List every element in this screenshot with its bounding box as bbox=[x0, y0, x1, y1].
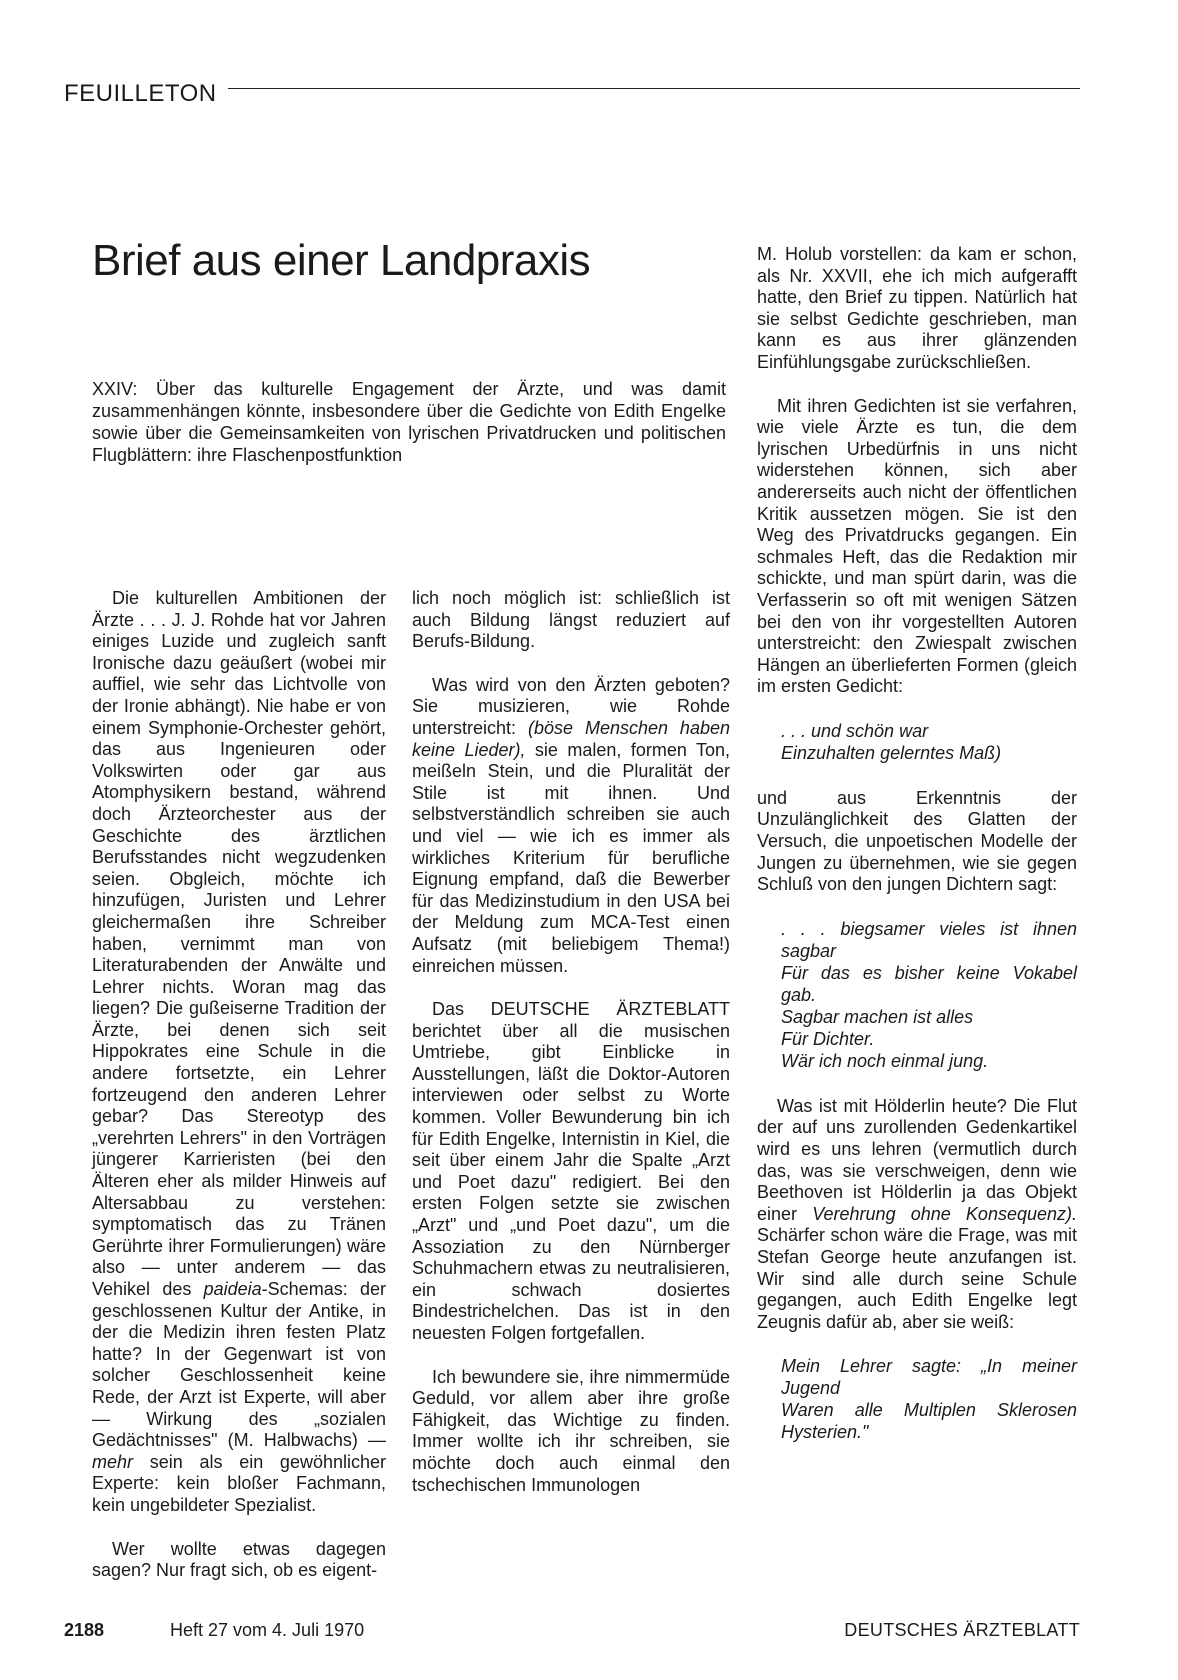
article-subtitle: XXIV: Über das kulturelle Engagement der Ärzte, und was damit zusammenhängen könnte, insbesondere über die Gedichte von Edith Engelke sowie über die Gemeinsamkeiten von lyrischen Privatdrucken und politischen Flugblättern: ihre Flaschenpostfunktion bbox=[92, 379, 726, 465]
column-1 bbox=[92, 588, 386, 1582]
journal-name: DEUTSCHES ÄRZTEBLATT bbox=[844, 1620, 1080, 1640]
poem-line: Mein Lehrer sagte: „In meiner Jugend bbox=[781, 1356, 1077, 1399]
column-2 bbox=[412, 588, 730, 1496]
paragraph: Was ist mit Hölderlin heute? Die Flut der auf uns zurollenden Gedenkartikel wird es uns lehren (vermutlich durch das, was sie verschweigen, denn wie Beethoven ist Hölderlin ja das Objekt einer Verehrung ohne Konsequenz). Schärfer schon wäre die Frage, was mit Stefan George heute anzufangen ist. Wir sind alle durch seine Schule gegangen, auch Edith Engelke legt Zeugnis dafür ab, aber sie weiß: bbox=[757, 1095, 1078, 1332]
poem-line: Wär ich noch einmal jung. bbox=[781, 1050, 989, 1071]
paragraph: Was wird von den Ärzten geboten? Sie musizieren, wie Rohde unterstreicht: (böse Menschen haben keine Lieder), sie malen, formen Ton, meißeln Stein, und die Pluralität der Stile ist mit ihnen. Und selbstverständlich schreiben sie auch und viel — wie ich es immer als wirkliches Kriterium für berufliche Eignung empfand, daß die Bewerber für das Medizinstudium in den USA bei der Meldung zum MCA-Test einen Aufsatz (mit beliebigem Thema!) einreichen müssen. bbox=[412, 674, 730, 976]
paragraph: Ich bewundere sie, ihre nimmermüde Geduld, vor allem aber ihre große Fähigkeit, das Wichtige zu finden. Immer wollte ich ihr schreiben, sie möchte doch auch einmal den tschechischen Immunologen bbox=[412, 1366, 730, 1495]
paragraph: und aus Erkenntnis der Unzulänglichkeit des Glatten der Versuch, die unpoetischen Modelle der Jungen zu übernehmen, wie sie gegen Schluß von den jungen Dichtern sagt: bbox=[757, 787, 1077, 895]
paragraph: Wer wollte etwas dagegen sagen? Nur fragt sich, ob es eigent- bbox=[92, 1538, 386, 1581]
poem-line: . . . biegsamer vieles ist ihnen sagbar bbox=[781, 918, 1077, 961]
paragraph: Mit ihren Gedichten ist sie verfahren, wie viele Ärzte es tun, die dem lyrischen Urbedürfnis in uns nicht widerstehen können, sich aber andererseits auch nicht der öffentlichen Kritik aussetzen mögen. Sie ist den Weg des Privatdrucks gegangen. Ein schmales Heft, das die Redaktion mir schickte, und man spürt darin, was die Verfasserin so oft mit wenigen Sätzen bei den von ihr vorgestellten Autoren unterstreicht: den Zwiespalt zwischen Hängen an überlieferten Formen (gleich im ersten Gedicht: bbox=[757, 395, 1077, 697]
page-number: 2188 bbox=[64, 1620, 105, 1640]
poem-quote bbox=[781, 720, 1077, 764]
column-3 bbox=[757, 244, 1077, 1467]
paragraph: M. Holub vorstellen: da kam er schon, als Nr. XXVII, ehe ich mich aufgerafft hatte, den Brief zu tippen. Natürlich hat sie selbst Gedichte geschrieben, man kann es aus ihrer glänzenden Einfühlungsgabe zurückschließen. bbox=[757, 244, 1077, 372]
article-title: Brief aus einer Landpraxis bbox=[92, 236, 591, 285]
poem-line: Waren alle Multiplen Sklerosen Hysterien." bbox=[781, 1400, 1077, 1443]
section-label: FEUILLETON bbox=[64, 80, 217, 107]
poem-quote bbox=[781, 918, 1077, 1072]
issue-info: Heft 27 vom 4. Juli 1970 bbox=[170, 1620, 365, 1640]
paragraph: Das DEUTSCHE ÄRZTEBLATT berichtet über all die musischen Umtriebe, gibt Einblicke in Ausstellungen, läßt die Doktor-Autoren interviewen oder selbst zu Worte kommen. Voller Bewunderung bin ich für Edith Engelke, Internistin in Kiel, die seit über einem Jahr die Spalte „Arzt und Poet dazu" redigiert. Bei den ersten Folgen setzte sie zwischen „Arzt" und „und Poet dazu", um die Assoziation zu den Nürnberger Schuhmachern etwas zu neutralisieren, ein schwach dosiertes Bindestrichelchen. Das ist in den neuesten Folgen fortgefallen. bbox=[412, 999, 730, 1343]
section-rule bbox=[228, 88, 1080, 89]
paragraph: Die kulturellen Ambitionen der Ärzte . . . J. J. Rohde hat vor Jahren einiges Luzide und zugleich sanft Ironische dazu geäußert (wobei mir auffiel, wie sehr das Lichtvolle von der Ironie abhängt). Nie habe er von einem Symphonie-Orchester gehört, das aus Ingenieuren oder Volkswirten oder gar aus Atomphysikern bestand, während doch Ärzteorchester aus der Geschichte des ärztlichen Berufsstandes nicht wegzudenken seien. Obgleich, möchte ich hinzufügen, Juristen und Lehrer gleichermaßen ihre Schreiber haben, vernimmt man von Literaturabenden der Anwälte und Lehrer nichts. Woran mag das liegen? Die gußeiserne Tradition der Ärzte, bei denen sich seit Hippokrates eine Schule in die andere fortsetzte, ein Lehrer fortzeugend den anderen Lehrer gebar? Das Stereotyp des „verehrten Lehrers" in den Vorträgen jüngerer Karrieristen (bei den Älteren eher als milder Hinweis auf Altersabbau zu verstehen: symptomatisch das zu Tränen Gerührte ihrer Formulierungen) wäre also — unter anderem — das Vehikel des paideia-Schemas: der geschlossenen Kultur der Antike, in der die Medizin ihren festen Platz hatte? In der Gegenwart ist von solcher Geschlossenheit keine Rede, der Arzt ist Experte, will aber — Wirkung des „sozialen Gedächtnisses" (M. Halbwachs) — mehr sein als ein gewöhnlicher Experte: kein bloßer Fachmann, kein ungebildeter Spezialist. bbox=[92, 588, 386, 1515]
poem-line: Einzuhalten gelerntes Maß) bbox=[781, 742, 1002, 763]
poem-line: Für das es bisher keine Vokabel gab. bbox=[781, 962, 1077, 1005]
poem-line: . . . und schön war bbox=[781, 720, 929, 741]
poem-line: Für Dichter. bbox=[781, 1028, 875, 1049]
poem-line: Sagbar machen ist alles bbox=[781, 1006, 974, 1027]
paragraph: lich noch möglich ist: schließlich ist auch Bildung längst reduziert auf Berufs-Bildung. bbox=[412, 588, 730, 652]
poem-quote bbox=[781, 1355, 1077, 1443]
